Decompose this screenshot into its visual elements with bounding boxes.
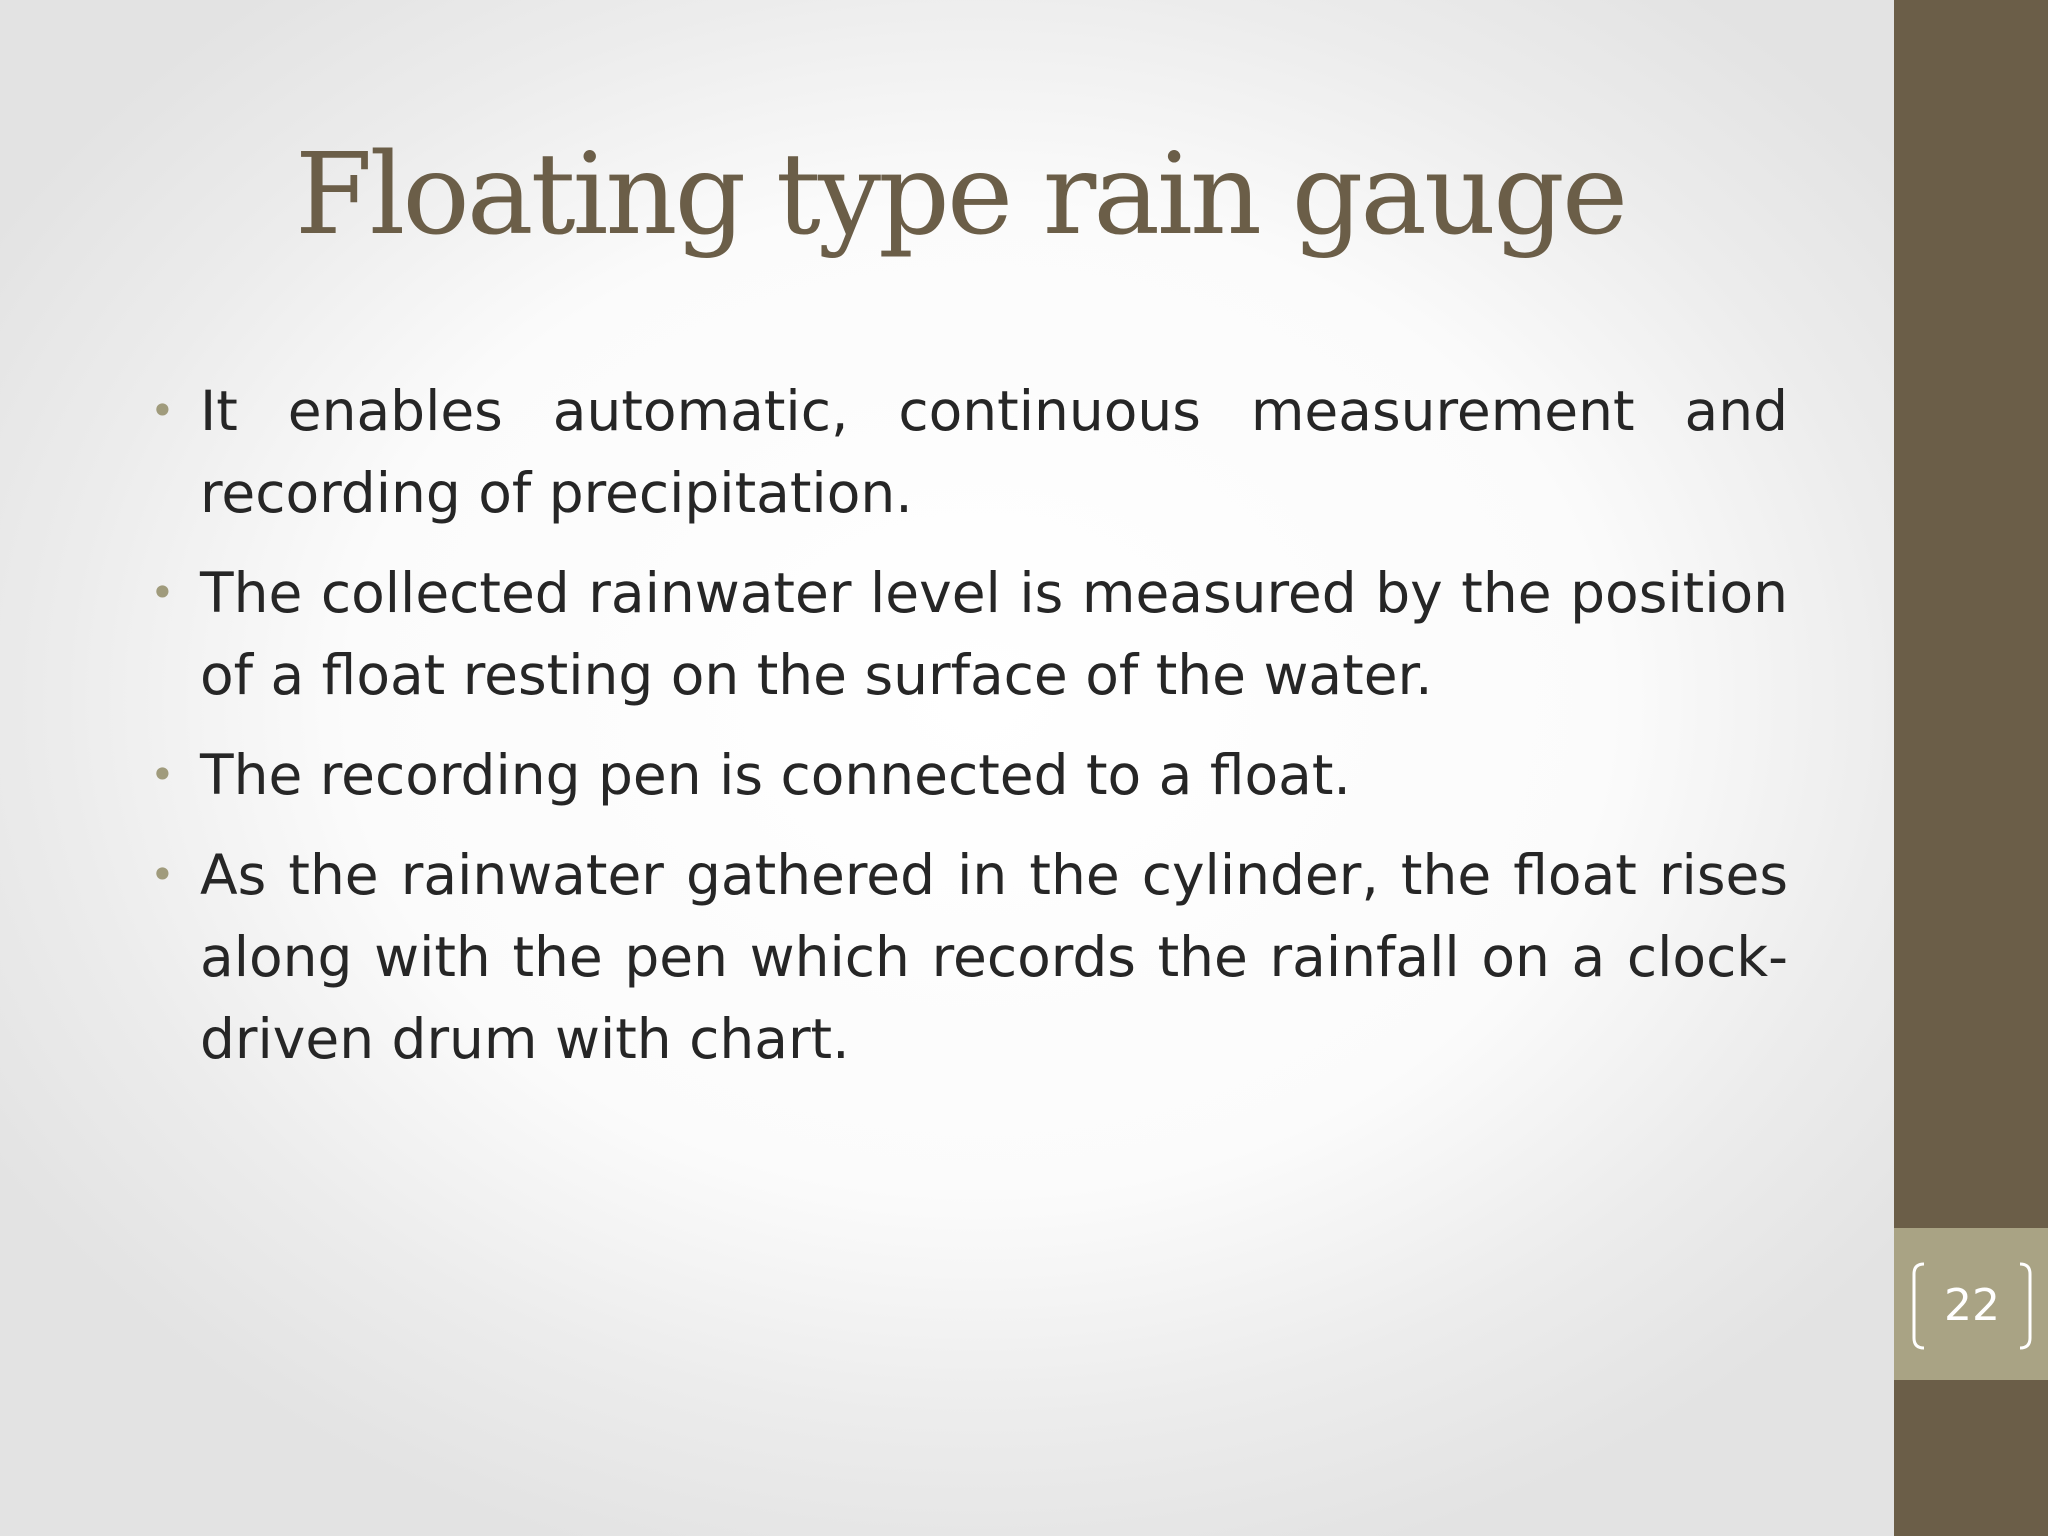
bullet-item <box>145 834 1788 1080</box>
bullet-dot-icon: • <box>150 568 175 617</box>
bullet-item <box>145 734 1788 816</box>
bullet-item <box>145 370 1788 534</box>
bullet-item <box>145 552 1788 716</box>
bullet-text: It enables automatic, continuous measurement and recording of precipitation. <box>200 379 1788 525</box>
bullet-text: As the rainwater gathered in the cylinder, the float rises along with the pen which records the rainfall on a clock-driven drum with chart. <box>200 843 1788 1071</box>
bullet-dot-icon: • <box>150 850 175 899</box>
bullet-dot-icon: • <box>150 386 175 435</box>
bullet-list <box>145 370 1788 1098</box>
bullet-dot-icon: • <box>150 750 175 799</box>
page-number: 22 <box>1944 1280 2000 1331</box>
slide-title: Floating type rain gauge <box>294 130 1626 260</box>
bullet-text: The recording pen is connected to a float. <box>200 743 1351 807</box>
bullet-text: The collected rainwater level is measured by the position of a float resting on the surface of the water. <box>200 561 1788 707</box>
